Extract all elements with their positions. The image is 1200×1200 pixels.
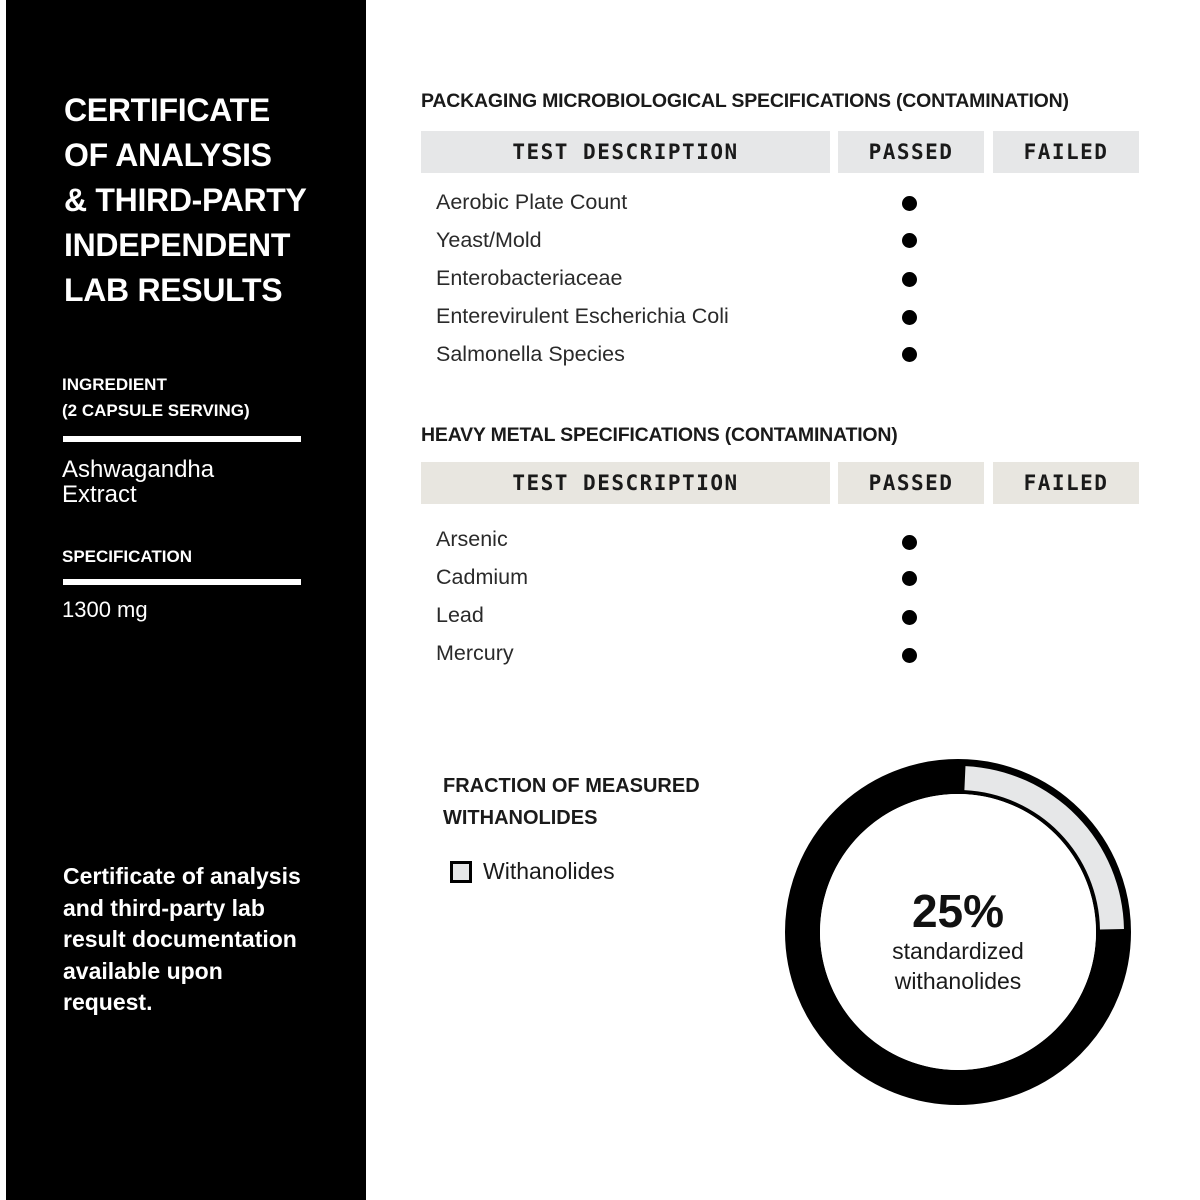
note-line: and third-party lab (63, 894, 265, 921)
header-failed: FAILED (993, 462, 1139, 504)
title-line: CERTIFICATE (64, 92, 270, 128)
chart-legend (450, 858, 615, 885)
table-row-label: Enterobacteriaceae (436, 266, 623, 290)
passed-dot-icon (902, 648, 917, 663)
heavy-metal-section-title: HEAVY METAL SPECIFICATIONS (CONTAMINATION) (421, 424, 898, 446)
passed-dot-icon (902, 347, 917, 362)
header-test-description: TEST DESCRIPTION (421, 462, 830, 504)
title-line: INDEPENDENT (64, 227, 291, 263)
divider (63, 436, 301, 442)
ingredient-value-line: Extract (62, 481, 137, 508)
title-line: OF ANALYSIS (64, 137, 272, 173)
passed-dot-icon (902, 196, 917, 211)
availability-note (63, 861, 353, 1019)
header-passed: PASSED (838, 462, 984, 504)
donut-caption-line: standardized (892, 938, 1024, 964)
header-passed: PASSED (838, 131, 984, 173)
ingredient-value-line: Ashwagandha (62, 456, 215, 483)
header-test-description: TEST DESCRIPTION (421, 131, 830, 173)
note-line: Certificate of analysis (63, 863, 301, 889)
sidebar (6, 0, 366, 1200)
specification-label: SPECIFICATION (62, 547, 193, 566)
withanolides-donut-chart (782, 756, 1134, 1108)
header-failed: FAILED (993, 131, 1139, 173)
chart-title-line: FRACTION OF MEASURED (443, 775, 700, 797)
donut-caption-line: withanolides (894, 968, 1022, 994)
donut-percentage: 25% (911, 885, 1005, 937)
table-row-label: Mercury (436, 641, 514, 665)
page-title (64, 88, 354, 313)
chart-title (443, 770, 700, 834)
divider (63, 579, 301, 585)
ingredient-label (62, 372, 250, 424)
legend-label: Withanolides (483, 858, 615, 884)
passed-dot-icon (902, 535, 917, 550)
table-row-label: Aerobic Plate Count (436, 190, 628, 214)
legend-swatch (450, 861, 472, 883)
passed-dot-icon (902, 233, 917, 248)
microbiological-section-title: PACKAGING MICROBIOLOGICAL SPECIFICATIONS (CONTAMINATION) (421, 90, 1069, 112)
specification-value: 1300 mg (62, 597, 148, 622)
note-line: result documentation (63, 926, 297, 952)
passed-dot-icon (902, 571, 917, 586)
table-row-label: Cadmium (436, 565, 528, 589)
table-row-label: Arsenic (436, 527, 508, 551)
passed-dot-icon (902, 610, 917, 625)
table-row-label: Yeast/Mold (436, 228, 542, 252)
ingredient-value (62, 457, 214, 507)
note-line: request. (63, 989, 153, 1015)
passed-dot-icon (902, 310, 917, 325)
table-row-label: Salmonella Species (436, 342, 625, 366)
table-row-label: Enterevirulent Escherichia Coli (436, 304, 729, 328)
donut-center (782, 756, 1134, 1108)
title-line: LAB RESULTS (64, 272, 283, 308)
note-line: available upon (63, 957, 223, 984)
ingredient-label-line: (2 CAPSULE SERVING) (62, 401, 250, 420)
table-row-label: Lead (436, 603, 484, 627)
passed-dot-icon (902, 272, 917, 287)
chart-title-line: WITHANOLIDES (443, 807, 598, 829)
ingredient-label-line: INGREDIENT (62, 375, 167, 394)
title-line: & THIRD-PARTY (64, 182, 307, 218)
